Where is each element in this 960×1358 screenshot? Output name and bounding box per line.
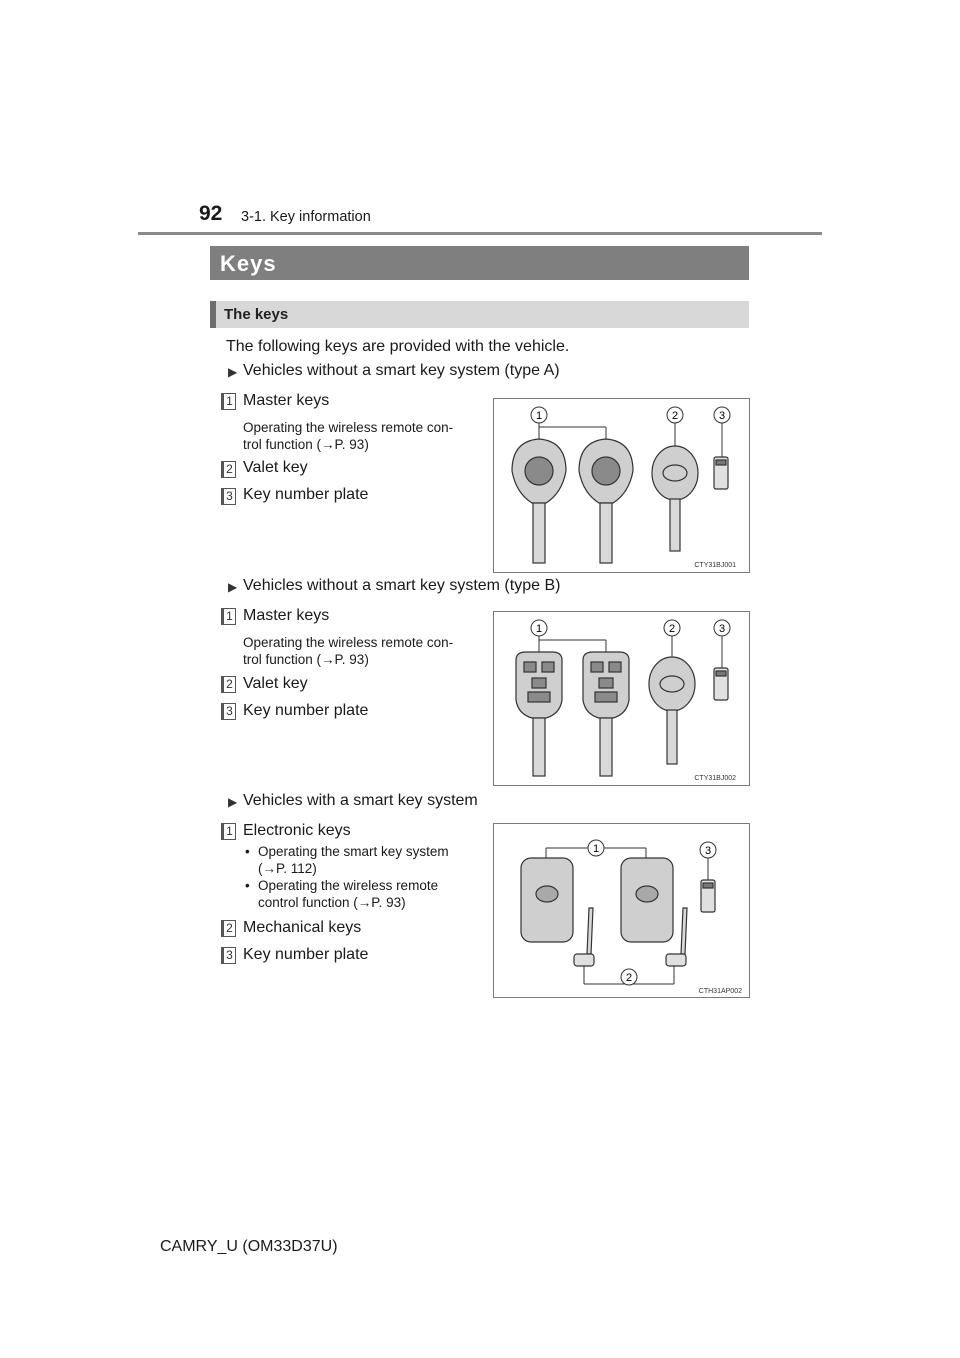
section-title: Keys: [220, 251, 277, 276]
bullet-item: • Operating the wireless remote control function (→P. 93): [245, 878, 439, 910]
arrow-right-icon: ▶: [228, 365, 238, 379]
item-label: Key number plate: [243, 946, 369, 963]
callout-3: 3: [718, 623, 726, 635]
arrow-right-icon: ▶: [228, 795, 238, 809]
callout-1: 1: [592, 843, 600, 855]
item-number: 2: [221, 676, 236, 693]
figure-keys-type-b: [493, 611, 750, 786]
item-number: 1: [221, 608, 236, 625]
bullet-item: • Operating the smart key system (→P. 112): [245, 844, 449, 876]
item-number: 3: [221, 703, 236, 720]
item-label: Valet key: [243, 675, 308, 692]
callout-1: 1: [535, 410, 543, 422]
item-label: Master keys: [243, 392, 330, 409]
callout-3: 3: [704, 845, 712, 857]
item-number: 3: [221, 947, 236, 964]
header-rule: [138, 232, 822, 235]
item-number: 1: [221, 393, 236, 410]
callout-1: 1: [535, 623, 543, 635]
item-note: Operating the wireless remote con- trol function (→P. 93): [243, 635, 454, 667]
item-number: 1: [221, 823, 236, 840]
figure-code: CTH31AP002: [698, 988, 742, 995]
section-heading-bar: [210, 246, 749, 280]
item-label: Electronic keys: [243, 822, 351, 839]
group-heading-a: Vehicles without a smart key system (type A): [243, 362, 560, 379]
arrow-right-icon: ▶: [228, 580, 238, 594]
intro-text: The following keys are provided with the vehicle.: [226, 338, 570, 355]
group-heading-b: Vehicles without a smart key system (type B): [243, 577, 561, 594]
item-number: 3: [221, 488, 236, 505]
figure-smart-keys: [493, 823, 750, 998]
figure-keys-type-a: [493, 398, 750, 573]
item-label: Master keys: [243, 607, 330, 624]
item-number: 2: [221, 461, 236, 478]
item-label: Key number plate: [243, 702, 369, 719]
item-label: Key number plate: [243, 486, 369, 503]
item-number: 2: [221, 920, 236, 937]
breadcrumb: 3-1. Key information: [241, 209, 371, 225]
figure-code: CTY31BJ002: [694, 775, 736, 782]
document-code: CAMRY_U (OM33D37U): [160, 1238, 338, 1255]
group-heading-c: Vehicles with a smart key system: [243, 792, 478, 809]
callout-2: 2: [625, 972, 633, 984]
item-note: Operating the wireless remote con- trol function (→P. 93): [243, 420, 454, 452]
item-label: Mechanical keys: [243, 919, 362, 936]
figure-code: CTY31BJ001: [694, 562, 736, 569]
item-label: Valet key: [243, 459, 308, 476]
subsection-accent: [210, 301, 216, 328]
callout-3: 3: [718, 410, 726, 422]
subsection-heading-bar: [210, 301, 749, 328]
page-number: 92: [199, 202, 223, 225]
callout-2: 2: [668, 623, 676, 635]
callout-2: 2: [671, 410, 679, 422]
bullet-list: [245, 843, 480, 911]
subsection-title: The keys: [224, 306, 289, 323]
